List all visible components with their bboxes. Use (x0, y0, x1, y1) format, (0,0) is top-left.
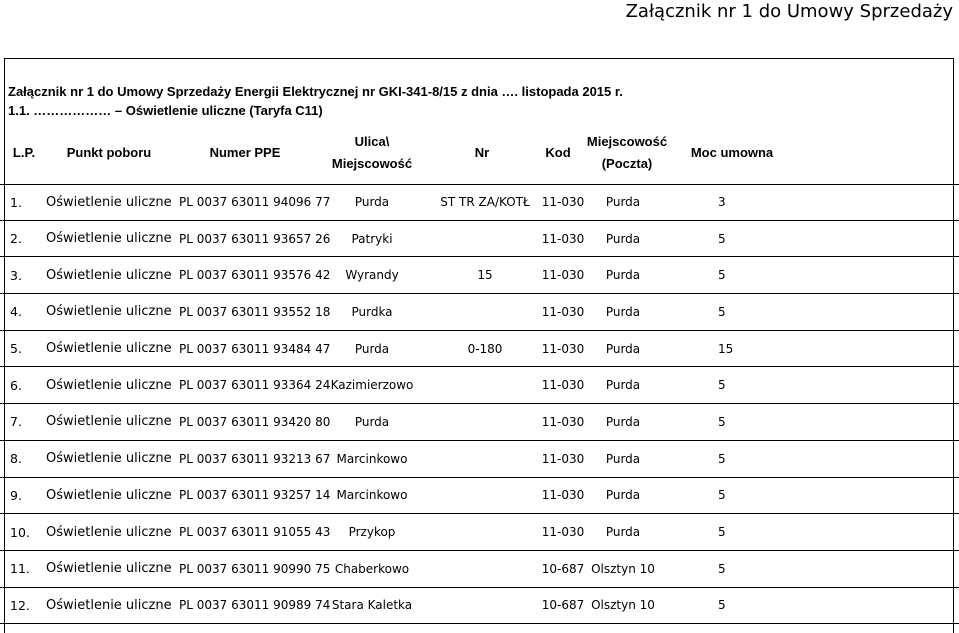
cell-nr (431, 404, 539, 440)
table-row (0, 257, 959, 294)
cell-kod: 10-687 (541, 561, 585, 576)
cell-numer-ppe: PL 0037 63011 90990 75 (179, 561, 331, 576)
row-number: 12. (10, 597, 30, 613)
cell-punkt-poboru: Oświetlenie uliczne (46, 377, 172, 393)
cell-ulica: Chaberkowo (334, 561, 410, 576)
cell-miejscowosc: Purda (605, 414, 641, 429)
cell-ulica: Purda (354, 341, 390, 356)
table-row (0, 478, 959, 515)
cell-nr: 15 (477, 268, 493, 283)
cell-kod: 11-030 (541, 414, 585, 429)
cell-moc-umowna: 5 (718, 525, 726, 540)
row-number: 11. (10, 561, 30, 577)
cell-punkt-poboru: Oświetlenie uliczne (46, 487, 172, 503)
column-header-ppe: Numer PPE (209, 145, 281, 160)
column-header-ulica: Ulica\ Miejscowość (331, 134, 413, 171)
cell-punkt-poboru: Oświetlenie uliczne (46, 561, 172, 577)
cell-numer-ppe: PL 0037 63011 93576 42 (179, 268, 331, 283)
table-row (0, 367, 959, 404)
row-number: 3. (10, 267, 22, 283)
row-number: 4. (10, 304, 22, 320)
cell-kod: 10-687 (541, 598, 585, 613)
cell-ulica: Marcinkowo (336, 451, 408, 466)
cell-nr (431, 478, 539, 514)
cell-numer-ppe: PL 0037 63011 93257 14 (179, 488, 331, 503)
cell-numer-ppe: PL 0037 63011 93552 18 (179, 304, 331, 319)
cell-miejscowosc: Purda (605, 488, 641, 503)
cell-moc-umowna: 5 (718, 598, 726, 613)
cell-miejscowosc: Purda (605, 268, 641, 283)
table-row (0, 514, 959, 551)
column-header-kod: Kod (545, 145, 571, 160)
cell-miejscowosc: Purda (605, 231, 641, 246)
cell-punkt-poboru: Oświetlenie uliczne (46, 267, 172, 283)
cell-numer-ppe: PL 0037 63011 94096 77 (179, 195, 331, 210)
cell-moc-umowna: 5 (718, 414, 726, 429)
cell-miejscowosc: Purda (605, 304, 641, 319)
cell-punkt-poboru: Oświetlenie uliczne (46, 194, 172, 210)
cell-nr (431, 588, 539, 624)
cell-miejscowosc: Purda (605, 195, 641, 210)
cell-kod: 11-030 (541, 231, 585, 246)
cell-nr: ST TR ZA/KOTŁ (440, 195, 530, 210)
cell-miejscowosc: Olsztyn 10 (591, 598, 655, 613)
cell-numer-ppe: PL 0037 63011 91055 43 (179, 525, 331, 540)
table-row (0, 588, 959, 625)
cell-moc-umowna: 5 (718, 451, 726, 466)
cell-ulica: Purda (354, 195, 390, 210)
page-header: Załącznik nr 1 do Umowy Sprzedaży (625, 1, 953, 22)
cell-ulica: Marcinkowo (336, 488, 408, 503)
cell-punkt-poboru: Oświetlenie uliczne (46, 341, 172, 357)
cell-punkt-poboru: Oświetlenie uliczne (46, 414, 172, 430)
cell-numer-ppe: PL 0037 63011 93484 47 (179, 341, 331, 356)
cell-kod: 11-030 (541, 195, 585, 210)
cell-numer-ppe: PL 0037 63011 93420 80 (179, 414, 331, 429)
cell-moc-umowna: 15 (718, 341, 734, 356)
cell-numer-ppe: PL 0037 63011 93213 67 (179, 451, 331, 466)
row-number: 5. (10, 341, 22, 357)
cell-miejscowosc: Purda (605, 341, 641, 356)
cell-punkt-poboru: Oświetlenie uliczne (46, 597, 172, 613)
cell-kod: 11-030 (541, 268, 585, 283)
row-number: 7. (10, 414, 22, 430)
cell-ulica: Patryki (351, 231, 393, 246)
cell-nr (431, 514, 539, 550)
cell-miejscowosc: Purda (605, 525, 641, 540)
cell-ulica: Wyrandy (345, 268, 399, 283)
table-row (0, 441, 959, 478)
cell-ulica: Kazimierzowo (330, 378, 414, 393)
table-row (0, 294, 959, 331)
cell-moc-umowna: 5 (718, 488, 726, 503)
cell-nr: 0-180 (467, 341, 503, 356)
row-number: 2. (10, 231, 22, 247)
cell-moc-umowna: 5 (718, 231, 726, 246)
column-header-moc: Moc umowna (690, 145, 774, 160)
column-header-punkt: Punkt poboru (66, 145, 152, 160)
cell-miejscowosc: Olsztyn 10 (591, 561, 655, 576)
column-header-lp: L.P. (12, 145, 36, 160)
cell-nr (431, 221, 539, 257)
row-number: 9. (10, 487, 22, 503)
cell-kod: 11-030 (541, 378, 585, 393)
row-number: 8. (10, 451, 22, 467)
cell-nr (431, 441, 539, 477)
table-row (0, 184, 959, 221)
cell-kod: 11-030 (541, 341, 585, 356)
cell-punkt-poboru: Oświetlenie uliczne (46, 231, 172, 247)
cell-kod: 11-030 (541, 451, 585, 466)
cell-moc-umowna: 3 (718, 195, 726, 210)
cell-ulica: Purda (354, 414, 390, 429)
cell-kod: 11-030 (541, 525, 585, 540)
table-row (0, 331, 959, 368)
cell-nr (431, 367, 539, 403)
table-body (0, 184, 959, 624)
cell-numer-ppe: PL 0037 63011 93364 24 (179, 378, 331, 393)
cell-ulica: Stara Kaletka (331, 598, 413, 613)
cell-nr (431, 294, 539, 330)
cell-punkt-poboru: Oświetlenie uliczne (46, 304, 172, 320)
cell-miejscowosc: Purda (605, 378, 641, 393)
cell-miejscowosc: Purda (605, 451, 641, 466)
cell-moc-umowna: 5 (718, 378, 726, 393)
document-title: Załącznik nr 1 do Umowy Sprzedaży Energii Elektrycznej nr GKI-341-8/15 z dnia …. listopada 2015 r. (8, 84, 623, 99)
column-header-nr: Nr (474, 145, 490, 160)
cell-ulica: Przykop (348, 525, 396, 540)
cell-nr (431, 551, 539, 587)
cell-punkt-poboru: Oświetlenie uliczne (46, 451, 172, 467)
cell-moc-umowna: 5 (718, 561, 726, 576)
cell-numer-ppe: PL 0037 63011 93657 26 (179, 231, 331, 246)
column-header-miejscowosc: Miejscowość (Poczta) (586, 134, 668, 171)
row-number: 1. (10, 194, 22, 210)
table-row (0, 551, 959, 588)
row-number: 10. (10, 524, 30, 540)
cell-kod: 11-030 (541, 304, 585, 319)
cell-punkt-poboru: Oświetlenie uliczne (46, 524, 172, 540)
cell-moc-umowna: 5 (718, 268, 726, 283)
cell-numer-ppe: PL 0037 63011 90989 74 (179, 598, 331, 613)
cell-kod: 11-030 (541, 488, 585, 503)
cell-ulica: Purdka (351, 304, 393, 319)
cell-moc-umowna: 5 (718, 304, 726, 319)
section-title: 1.1. ……………… – Oświetlenie uliczne (Taryfa C11) (8, 103, 323, 118)
table-row (0, 404, 959, 441)
row-number: 6. (10, 377, 22, 393)
table-row (0, 221, 959, 258)
